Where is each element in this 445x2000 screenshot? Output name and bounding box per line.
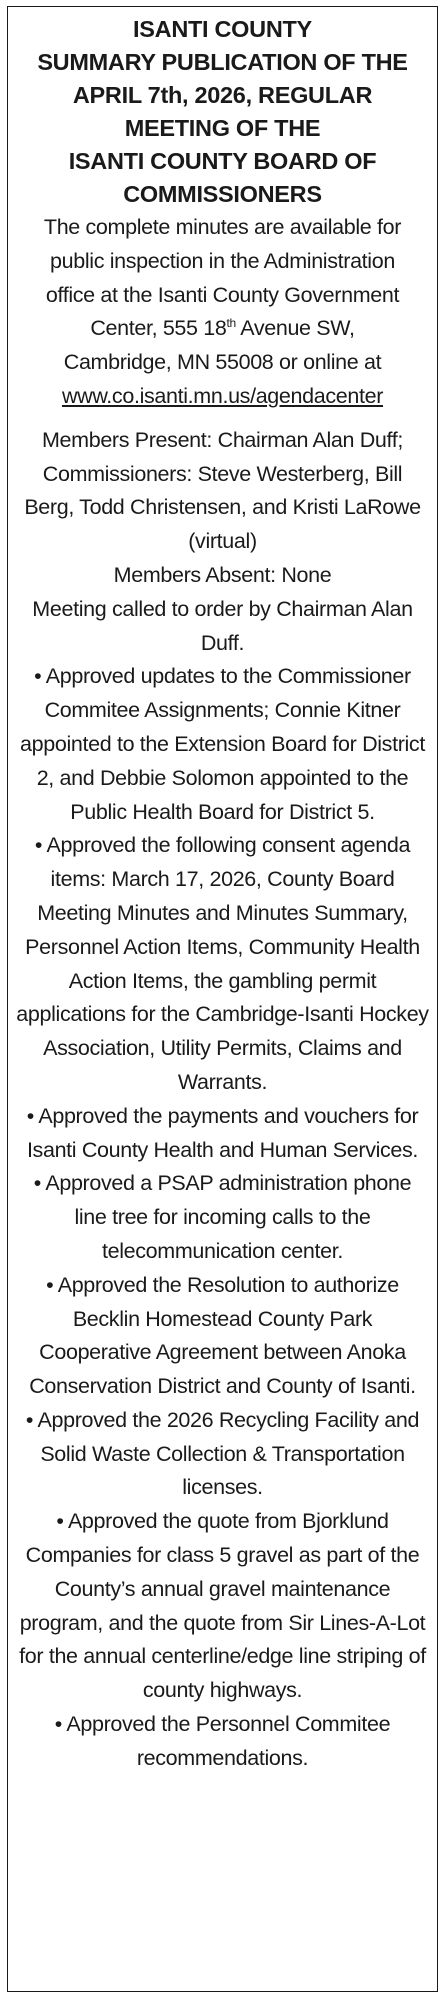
summary-body — [16, 424, 429, 1776]
action-item: • Approved updates to the Commissioner Commitee Assignments; Connie Kitner appointed to the Extension Board for District 2, and Debbie Solomon appointed to the Public Health Board for District 5. — [20, 664, 425, 824]
address-pre: Center, 555 18 — [90, 316, 227, 341]
notice-title — [16, 13, 429, 211]
action-item: • Approved the following consent agenda items: March 17, 2026, County Board Meeting Minutes and Minutes Summary, Personnel Action Items, Community Health Action Items, the gambling permit applications for the Cambridge-Isanti Hockey Association, Utility Permits, Claims and Warrants. — [16, 833, 429, 1094]
intro-line-address — [16, 312, 429, 346]
availability-statement — [16, 211, 429, 414]
action-item: • Approved a PSAP administration phone line tree for incoming calls to the telecommunication center. — [33, 1171, 412, 1263]
agenda-center-link[interactable]: www.co.isanti.mn.us/agendacenter — [61, 383, 384, 408]
intro-line: The complete minutes are available for — [43, 215, 402, 239]
intro-line: office at the Isanti County Government — [45, 282, 400, 307]
action-item: • Approved the quote from Bjorklund Companies for class 5 gravel as part of the County’s annual gravel maintenance program, and the quote from Sir Lines-A-Lot for the annual centerline/edge line striping of county highways. — [19, 1509, 426, 1703]
title-line: ISANTI COUNTY — [133, 16, 312, 42]
address-ordinal: th — [226, 316, 236, 331]
called-to-order: Meeting called to order by Chairman Alan Duff. — [32, 596, 413, 655]
members-present: Members Present: Chairman Alan Duff; Commissioners: Steve Westerberg, Bill Berg, Todd Christensen, and Kristi LaRowe (virtual) — [24, 427, 421, 554]
title-line: SUMMARY PUBLICATION OF THE — [37, 49, 408, 75]
action-item: • Approved the Resolution to authorize Becklin Homestead County Park Cooperative Agreement between Anoka Conservation District and County of Isanti. — [29, 1272, 416, 1399]
address-post: Avenue SW, — [235, 316, 355, 341]
action-item: • Approved the payments and vouchers for Isanti County Health and Human Services. — [26, 1103, 419, 1162]
title-line: MEETING OF THE — [124, 115, 321, 141]
intro-line: Cambridge, MN 55008 or online at — [63, 350, 382, 375]
title-line: COMMISSIONERS — [123, 181, 322, 207]
intro-line: public inspection in the Administration — [50, 248, 395, 273]
public-notice — [7, 6, 438, 1992]
action-item: • Approved the Personnel Commitee recommendations. — [54, 1712, 391, 1770]
action-item: • Approved the 2026 Recycling Facility and Solid Waste Collection & Transportation licenses. — [25, 1407, 420, 1500]
members-absent: Members Absent: None — [113, 562, 332, 587]
title-line: APRIL 7th, 2026, REGULAR — [72, 82, 373, 108]
title-line: ISANTI COUNTY BOARD OF — [68, 148, 377, 174]
